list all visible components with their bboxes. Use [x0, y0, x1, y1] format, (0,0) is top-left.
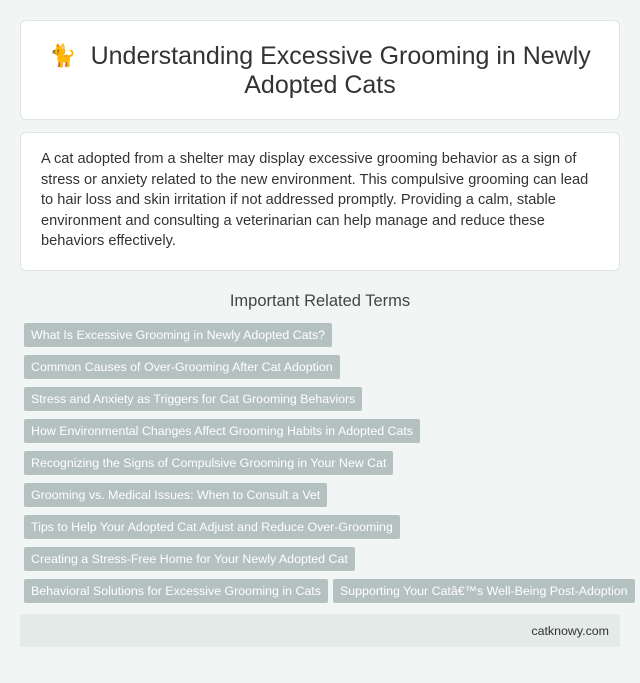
tag-row [24, 515, 620, 539]
footer [20, 614, 620, 647]
tag-row [24, 451, 620, 475]
title-card [20, 20, 620, 120]
related-terms-heading: Important Related Terms [229, 292, 411, 310]
related-terms-list [20, 323, 628, 603]
footer-site-name[interactable]: catknowy.com [531, 623, 609, 638]
related-term-tag[interactable]: Creating a Stress-Free Home for Your Newly Adopted Cat [24, 547, 355, 571]
related-term-tag[interactable]: Stress and Anxiety as Triggers for Cat Grooming Behaviors [24, 387, 362, 411]
related-term-tag[interactable]: What Is Excessive Grooming in Newly Adopted Cats? [24, 323, 332, 347]
related-term-tag[interactable]: Supporting Your Catâ€™s Well-Being Post-Adoption [333, 579, 635, 603]
related-term-tag[interactable]: Behavioral Solutions for Excessive Grooming in Cats [24, 579, 328, 603]
tag-row [24, 483, 620, 507]
tag-row [24, 387, 620, 411]
related-term-tag[interactable]: Grooming vs. Medical Issues: When to Consult a Vet [24, 483, 327, 507]
related-term-tag[interactable]: Recognizing the Signs of Compulsive Grooming in Your New Cat [24, 451, 393, 475]
tag-row [24, 547, 620, 571]
page-title-text: Understanding Excessive Grooming in Newly Adopted Cats [90, 41, 591, 99]
tag-row [24, 419, 620, 443]
page-title [45, 41, 595, 100]
related-term-tag[interactable]: Tips to Help Your Adopted Cat Adjust and Reduce Over-Grooming [24, 515, 400, 539]
tag-row [24, 355, 620, 379]
intro-paragraph: A cat adopted from a shelter may display excessive grooming behavior as a sign of stress or anxiety related to the new environment. This compulsive grooming can lead to hair loss and skin irritation if not addressed promptly. Providing a calm, stable environment and consulting a veterinarian can help manage and reduce these behaviors effectively. [41, 151, 589, 249]
tag-row [24, 579, 628, 603]
cat-icon: 🐈 [49, 42, 77, 68]
intro-card [20, 132, 620, 271]
related-term-tag[interactable]: How Environmental Changes Affect Grooming Habits in Adopted Cats [24, 419, 420, 443]
related-term-tag[interactable]: Common Causes of Over-Grooming After Cat Adoption [24, 355, 340, 379]
tag-row [24, 323, 620, 347]
